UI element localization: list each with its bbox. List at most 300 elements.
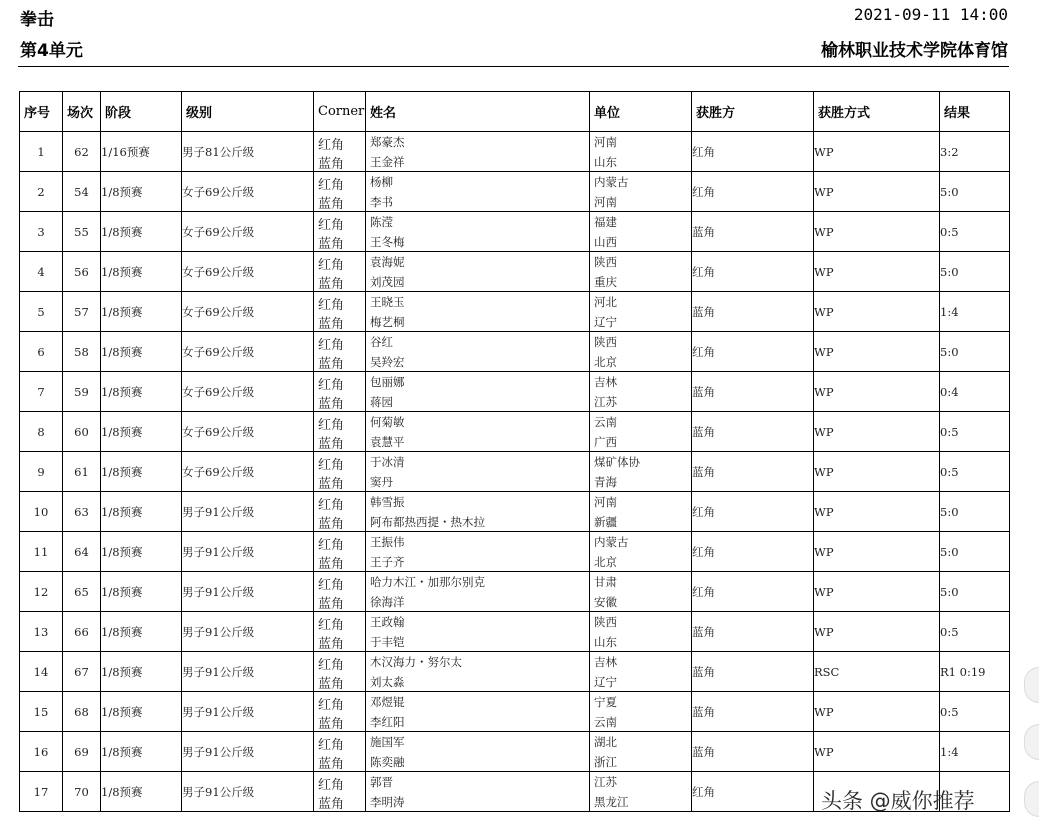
cell-stage: 1/8预赛: [101, 332, 182, 372]
cell-bout: 65: [63, 572, 101, 612]
cell-corner-top: 红角: [318, 617, 345, 633]
cell-bout: 59: [63, 372, 101, 412]
table-row: [20, 412, 1010, 452]
table-row: [20, 612, 1010, 652]
cell-team-bottom: 重庆: [594, 274, 617, 289]
col-header-stage: 阶段: [101, 92, 182, 132]
cell-corner-top: 红角: [318, 297, 345, 313]
cell-corner-top: 红角: [318, 377, 345, 393]
cell-weight: 男子91公斤级: [182, 492, 314, 532]
cell-corner: [314, 732, 366, 772]
cell-stage: 1/8预赛: [101, 692, 182, 732]
cell-team-top: 陕西: [594, 254, 617, 269]
cell-winner: 红角: [692, 772, 814, 812]
cell-corner: [314, 172, 366, 212]
cell-weight: 女子69公斤级: [182, 412, 314, 452]
cell-team: [590, 332, 692, 372]
col-header-method: 获胜方式: [814, 92, 940, 132]
cell-method: WP: [814, 372, 940, 412]
col-header-no: 序号: [20, 92, 63, 132]
header-divider: [18, 66, 1009, 67]
cell-corner: [314, 652, 366, 692]
cell-stage: 1/8预赛: [101, 452, 182, 492]
cell-team-bottom: 云南: [594, 714, 617, 729]
cell-winner: 红角: [692, 252, 814, 292]
cell-winner: 红角: [692, 572, 814, 612]
cell-stage: 1/8预赛: [101, 772, 182, 812]
cell-name-top: 袁海妮: [370, 254, 405, 269]
cell-team-top: 河北: [594, 294, 617, 309]
cell-team-top: 吉林: [594, 654, 617, 669]
cell-corner: [314, 692, 366, 732]
cell-bout: 64: [63, 532, 101, 572]
cell-no: 17: [20, 772, 63, 812]
cell-weight: 男子91公斤级: [182, 732, 314, 772]
cell-no: 8: [20, 412, 63, 452]
cell-no: 6: [20, 332, 63, 372]
cell-no: 15: [20, 692, 63, 732]
cell-winner: 蓝角: [692, 212, 814, 252]
cell-name-bottom: 王子齐: [370, 554, 405, 569]
cell-corner-bottom: 蓝角: [318, 596, 345, 612]
cell-result: 1:4: [940, 732, 1010, 772]
cell-weight: 女子69公斤级: [182, 332, 314, 372]
cell-team-top: 河南: [594, 494, 617, 509]
cell-method: WP: [814, 292, 940, 332]
col-header-bout: 场次: [63, 92, 101, 132]
cell-method: WP: [814, 332, 940, 372]
cell-corner-top: 红角: [318, 657, 345, 673]
cell-team: [590, 772, 692, 812]
cell-corner: [314, 372, 366, 412]
cell-name-bottom: 吴羚宏: [370, 354, 405, 369]
cell-stage: 1/8预赛: [101, 572, 182, 612]
table-row: [20, 452, 1010, 492]
table-row: [20, 172, 1010, 212]
cell-corner-bottom: 蓝角: [318, 636, 345, 652]
cell-team-bottom: 山东: [594, 634, 617, 649]
cell-result: 0:5: [940, 412, 1010, 452]
cell-winner: 红角: [692, 532, 814, 572]
cell-method: WP: [814, 572, 940, 612]
cell-name-bottom: 王金祥: [370, 154, 405, 169]
cell-name-top: 韩雪振: [370, 494, 405, 509]
cell-name: [366, 652, 590, 692]
cell-name-bottom: 窦丹: [370, 474, 393, 489]
cell-team-top: 吉林: [594, 374, 617, 389]
cell-weight: 男子91公斤级: [182, 692, 314, 732]
cell-no: 11: [20, 532, 63, 572]
cell-name-bottom: 刘茂园: [370, 274, 405, 289]
cell-method: WP: [814, 212, 940, 252]
cell-name-top: 王政翰: [370, 614, 405, 629]
cell-team-bottom: 浙江: [594, 754, 617, 769]
cell-team-top: 内蒙古: [594, 534, 629, 549]
cell-weight: 男子81公斤级: [182, 132, 314, 172]
side-scroll-tab[interactable]: [1024, 724, 1039, 760]
cell-corner-bottom: 蓝角: [318, 236, 345, 252]
cell-name: [366, 292, 590, 332]
cell-name-bottom: 阿布都热西提・热木拉: [370, 514, 485, 529]
cell-corner-bottom: 蓝角: [318, 796, 345, 812]
cell-method: RSC: [814, 652, 940, 692]
cell-corner: [314, 292, 366, 332]
cell-team: [590, 252, 692, 292]
cell-team-top: 江苏: [594, 774, 617, 789]
cell-corner: [314, 332, 366, 372]
cell-name: [366, 692, 590, 732]
cell-name-bottom: 李明涛: [370, 794, 405, 809]
cell-team: [590, 572, 692, 612]
cell-weight: 男子91公斤级: [182, 612, 314, 652]
cell-result: 5:0: [940, 252, 1010, 292]
cell-name-bottom: 刘太淼: [370, 674, 405, 689]
cell-winner: 蓝角: [692, 692, 814, 732]
cell-team: [590, 372, 692, 412]
cell-team-bottom: 辽宁: [594, 314, 617, 329]
col-header-weight: 级别: [182, 92, 314, 132]
cell-team: [590, 212, 692, 252]
cell-bout: 57: [63, 292, 101, 332]
results-table: [19, 91, 1010, 812]
table-row: [20, 212, 1010, 252]
cell-team: [590, 172, 692, 212]
cell-method: WP: [814, 412, 940, 452]
cell-name: [366, 572, 590, 612]
cell-bout: 55: [63, 212, 101, 252]
results-body: [20, 132, 1010, 812]
cell-bout: 67: [63, 652, 101, 692]
cell-team-top: 福建: [594, 214, 617, 229]
cell-team-bottom: 河南: [594, 194, 617, 209]
cell-result: 0:5: [940, 692, 1010, 732]
cell-no: 13: [20, 612, 63, 652]
cell-weight: 女子69公斤级: [182, 372, 314, 412]
cell-bout: 70: [63, 772, 101, 812]
cell-team-bottom: 山西: [594, 234, 617, 249]
cell-name-top: 哈力木江・加那尔别克: [370, 574, 485, 589]
cell-team-bottom: 山东: [594, 154, 617, 169]
table-row: [20, 732, 1010, 772]
table-row: [20, 252, 1010, 292]
cell-name: [366, 732, 590, 772]
cell-corner: [314, 532, 366, 572]
cell-corner-top: 红角: [318, 137, 345, 153]
cell-bout: 62: [63, 132, 101, 172]
cell-corner-bottom: 蓝角: [318, 516, 345, 532]
cell-result: 5:0: [940, 532, 1010, 572]
cell-weight: 女子69公斤级: [182, 212, 314, 252]
cell-team-top: 陕西: [594, 334, 617, 349]
cell-winner: 蓝角: [692, 612, 814, 652]
cell-result: 0:5: [940, 612, 1010, 652]
cell-team-bottom: 辽宁: [594, 674, 617, 689]
cell-corner-bottom: 蓝角: [318, 716, 345, 732]
cell-stage: 1/8预赛: [101, 532, 182, 572]
cell-no: 4: [20, 252, 63, 292]
cell-no: 2: [20, 172, 63, 212]
cell-name-bottom: 陈奕融: [370, 754, 405, 769]
cell-winner: 红角: [692, 332, 814, 372]
cell-team-top: 煤矿体协: [594, 454, 640, 469]
cell-corner-bottom: 蓝角: [318, 756, 345, 772]
cell-name: [366, 252, 590, 292]
col-header-name: 姓名: [366, 92, 590, 132]
table-row: [20, 132, 1010, 172]
watermark: 头条 @威你推荐: [821, 789, 975, 813]
cell-corner-top: 红角: [318, 537, 345, 553]
cell-winner: 红角: [692, 172, 814, 212]
cell-team-bottom: 黑龙江: [594, 794, 629, 809]
table-row: [20, 372, 1010, 412]
cell-corner: [314, 212, 366, 252]
cell-winner: 红角: [692, 132, 814, 172]
cell-team-top: 宁夏: [594, 694, 617, 709]
cell-winner: 蓝角: [692, 732, 814, 772]
cell-team-top: 甘肃: [594, 574, 617, 589]
side-scroll-tab[interactable]: [1024, 781, 1039, 817]
cell-result: R1 0:19: [940, 652, 1010, 692]
cell-winner: 蓝角: [692, 292, 814, 332]
cell-team-top: 湖北: [594, 734, 617, 749]
cell-name: [366, 772, 590, 812]
cell-corner-top: 红角: [318, 697, 345, 713]
cell-name-top: 于冰清: [370, 454, 405, 469]
cell-team-top: 河南: [594, 134, 617, 149]
cell-result: 5:0: [940, 172, 1010, 212]
cell-winner: 蓝角: [692, 452, 814, 492]
cell-name-bottom: 李红阳: [370, 714, 405, 729]
venue-name: 榆林职业技术学院体育馆: [821, 41, 1008, 61]
cell-result: 3:2: [940, 132, 1010, 172]
cell-no: 5: [20, 292, 63, 332]
cell-corner: [314, 252, 366, 292]
cell-winner: 蓝角: [692, 412, 814, 452]
cell-name-top: 王振伟: [370, 534, 405, 549]
cell-name-top: 谷红: [370, 334, 393, 349]
col-header-winner: 获胜方: [692, 92, 814, 132]
cell-no: 16: [20, 732, 63, 772]
cell-corner-bottom: 蓝角: [318, 476, 345, 492]
cell-method: WP: [814, 452, 940, 492]
cell-corner: [314, 412, 366, 452]
table-row: [20, 532, 1010, 572]
cell-method: WP: [814, 612, 940, 652]
cell-bout: 56: [63, 252, 101, 292]
cell-corner: [314, 772, 366, 812]
cell-result: 5:0: [940, 572, 1010, 612]
cell-team: [590, 412, 692, 452]
cell-name: [366, 212, 590, 252]
cell-name: [366, 372, 590, 412]
cell-stage: 1/8预赛: [101, 612, 182, 652]
cell-name-top: 郭晋: [370, 774, 393, 789]
cell-bout: 66: [63, 612, 101, 652]
cell-name-bottom: 王冬梅: [370, 234, 405, 249]
cell-no: 3: [20, 212, 63, 252]
cell-bout: 69: [63, 732, 101, 772]
cell-result: 0:5: [940, 212, 1010, 252]
cell-method: WP: [814, 172, 940, 212]
cell-name-top: 陈滢: [370, 214, 393, 229]
col-header-team: 单位: [590, 92, 692, 132]
table-row: [20, 492, 1010, 532]
cell-team-bottom: 江苏: [594, 394, 617, 409]
cell-corner-top: 红角: [318, 777, 345, 793]
cell-stage: 1/8预赛: [101, 492, 182, 532]
cell-bout: 63: [63, 492, 101, 532]
cell-name: [366, 332, 590, 372]
cell-corner-bottom: 蓝角: [318, 396, 345, 412]
cell-name: [366, 492, 590, 532]
cell-corner-top: 红角: [318, 257, 345, 273]
cell-no: 12: [20, 572, 63, 612]
cell-stage: 1/8预赛: [101, 412, 182, 452]
cell-corner-bottom: 蓝角: [318, 316, 345, 332]
cell-name-top: 包丽娜: [370, 374, 405, 389]
cell-team-top: 云南: [594, 414, 617, 429]
table-row: [20, 652, 1010, 692]
cell-name-bottom: 梅艺桐: [370, 314, 405, 329]
cell-name-top: 杨柳: [370, 174, 393, 189]
cell-result: 0:5: [940, 452, 1010, 492]
cell-name-bottom: 徐海洋: [370, 594, 405, 609]
cell-name-bottom: 于丰铠: [370, 634, 405, 649]
cell-stage: 1/8预赛: [101, 212, 182, 252]
cell-team-bottom: 北京: [594, 554, 617, 569]
cell-weight: 女子69公斤级: [182, 452, 314, 492]
cell-result: 1:4: [940, 292, 1010, 332]
cell-corner-bottom: 蓝角: [318, 356, 345, 372]
col-header-corner: Corner: [314, 92, 366, 132]
cell-no: 10: [20, 492, 63, 532]
cell-name: [366, 532, 590, 572]
cell-team: [590, 692, 692, 732]
cell-team: [590, 452, 692, 492]
date-time: 2021-09-11 14:00: [853, 5, 1008, 24]
cell-result: 5:0: [940, 492, 1010, 532]
cell-team-bottom: 新疆: [594, 514, 617, 529]
cell-name-bottom: 蒋园: [370, 394, 393, 409]
cell-team: [590, 612, 692, 652]
cell-team-bottom: 青海: [594, 474, 617, 489]
cell-team-bottom: 安徽: [594, 594, 617, 609]
cell-bout: 60: [63, 412, 101, 452]
cell-team: [590, 292, 692, 332]
cell-weight: 男子91公斤级: [182, 572, 314, 612]
cell-name-bottom: 李书: [370, 194, 393, 209]
cell-name-top: 郑豪杰: [370, 134, 405, 149]
cell-team: [590, 492, 692, 532]
cell-corner-top: 红角: [318, 457, 345, 473]
cell-team-bottom: 广西: [594, 434, 617, 449]
table-row: [20, 332, 1010, 372]
cell-name-top: 邓煜锟: [370, 694, 405, 709]
cell-stage: 1/8预赛: [101, 652, 182, 692]
cell-stage: 1/8预赛: [101, 732, 182, 772]
cell-corner-bottom: 蓝角: [318, 436, 345, 452]
cell-corner-bottom: 蓝角: [318, 676, 345, 692]
cell-stage: 1/8预赛: [101, 252, 182, 292]
cell-name-top: 王晓玉: [370, 294, 405, 309]
cell-name: [366, 612, 590, 652]
cell-corner: [314, 572, 366, 612]
cell-corner-bottom: 蓝角: [318, 196, 345, 212]
cell-name: [366, 412, 590, 452]
cell-method: WP: [814, 692, 940, 732]
cell-corner-top: 红角: [318, 177, 345, 193]
cell-method: WP: [814, 492, 940, 532]
cell-no: 14: [20, 652, 63, 692]
cell-name-top: 木汉海力・努尔太: [370, 654, 462, 669]
cell-team: [590, 732, 692, 772]
cell-method: WP: [814, 732, 940, 772]
cell-weight: 男子91公斤级: [182, 772, 314, 812]
cell-corner-top: 红角: [318, 417, 345, 433]
cell-weight: 男子91公斤级: [182, 652, 314, 692]
cell-corner: [314, 132, 366, 172]
cell-corner-top: 红角: [318, 217, 345, 233]
cell-result: 0:4: [940, 372, 1010, 412]
cell-bout: 68: [63, 692, 101, 732]
table-header-row: [20, 92, 1010, 132]
cell-stage: 1/8预赛: [101, 172, 182, 212]
cell-weight: 男子91公斤级: [182, 532, 314, 572]
cell-no: 7: [20, 372, 63, 412]
cell-team: [590, 532, 692, 572]
cell-method: WP: [814, 252, 940, 292]
table-row: [20, 692, 1010, 732]
col-header-result: 结果: [940, 92, 1010, 132]
sport-title: 拳击: [20, 10, 54, 30]
cell-stage: 1/16预赛: [101, 132, 182, 172]
table-row: [20, 292, 1010, 332]
side-scroll-tab[interactable]: [1024, 667, 1039, 703]
cell-weight: 女子69公斤级: [182, 292, 314, 332]
cell-name: [366, 132, 590, 172]
cell-team-top: 内蒙古: [594, 174, 629, 189]
cell-bout: 58: [63, 332, 101, 372]
cell-team: [590, 132, 692, 172]
cell-result: 5:0: [940, 332, 1010, 372]
cell-corner-top: 红角: [318, 737, 345, 753]
cell-corner: [314, 452, 366, 492]
cell-name-top: 施国军: [370, 734, 405, 749]
cell-winner: 蓝角: [692, 652, 814, 692]
cell-name-bottom: 袁慧平: [370, 434, 405, 449]
cell-no: 1: [20, 132, 63, 172]
cell-corner-bottom: 蓝角: [318, 556, 345, 572]
cell-team-top: 陕西: [594, 614, 617, 629]
cell-corner-top: 红角: [318, 577, 345, 593]
cell-team-bottom: 北京: [594, 354, 617, 369]
cell-team: [590, 652, 692, 692]
session-unit: 第4单元: [20, 41, 83, 61]
cell-weight: 女子69公斤级: [182, 252, 314, 292]
cell-bout: 61: [63, 452, 101, 492]
cell-name: [366, 452, 590, 492]
cell-method: WP: [814, 132, 940, 172]
cell-no: 9: [20, 452, 63, 492]
cell-winner: 蓝角: [692, 372, 814, 412]
cell-corner-top: 红角: [318, 337, 345, 353]
cell-corner: [314, 612, 366, 652]
cell-corner-bottom: 蓝角: [318, 276, 345, 292]
cell-corner-bottom: 蓝角: [318, 156, 345, 172]
cell-corner: [314, 492, 366, 532]
cell-stage: 1/8预赛: [101, 292, 182, 332]
cell-winner: 红角: [692, 492, 814, 532]
